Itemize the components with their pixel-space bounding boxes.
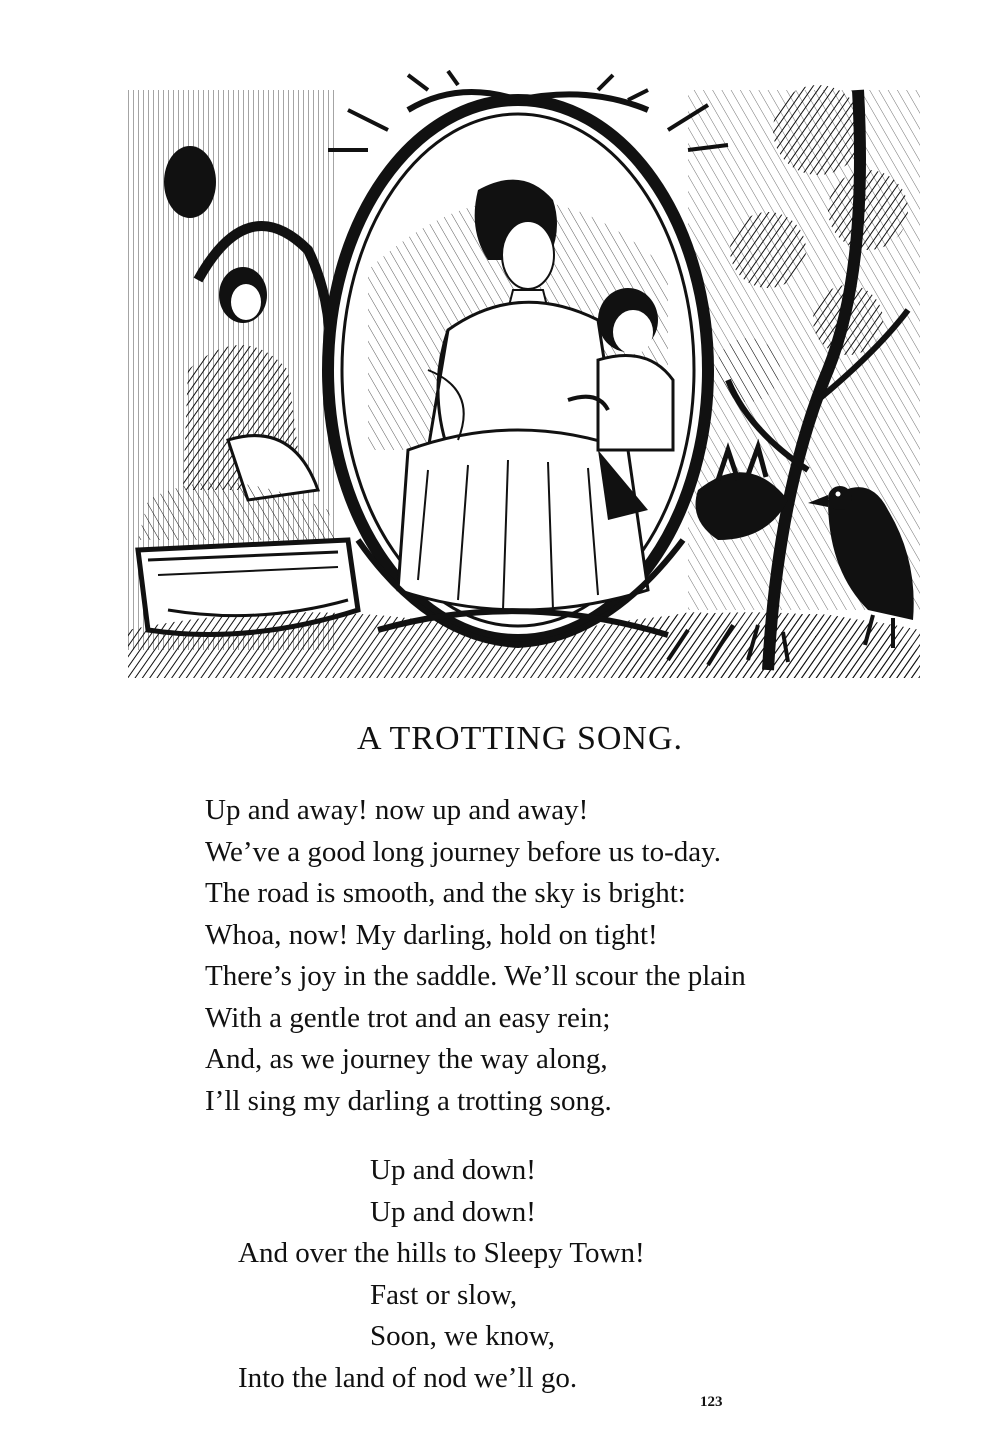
poem-line: Up and away! now up and away!	[205, 794, 589, 826]
page-number: 123	[700, 1394, 723, 1410]
chorus-line: Soon, we know,	[370, 1320, 556, 1352]
poem-chorus	[0, 1150, 1000, 1399]
poem-line: We’ve a good long journey before us to-day.	[205, 835, 722, 868]
engraving-illustration	[128, 70, 920, 678]
chorus-line: Up and down!	[370, 1195, 536, 1228]
poem-line: The road is smooth, and the sky is bright:	[205, 877, 686, 909]
mother-and-child-engraving-icon	[128, 70, 920, 678]
chorus-line: Up and down!	[370, 1154, 536, 1186]
poem-line: With a gentle trot and an easy rein;	[205, 1001, 611, 1034]
poem-line: Whoa, now! My darling, hold on tight!	[205, 918, 658, 951]
poem-stanza-one	[205, 790, 925, 1122]
poem-line: There’s joy in the saddle. We’ll scour the plain	[205, 960, 746, 992]
chorus-line: And over the hills to Sleepy Town!	[238, 1237, 645, 1269]
poem-line: I’ll sing my darling a trotting song.	[205, 1084, 612, 1117]
chorus-line: Into the land of nod we’ll go.	[238, 1361, 578, 1394]
poem-line: And, as we journey the way along,	[205, 1043, 608, 1075]
chorus-line: Fast or slow,	[370, 1278, 518, 1311]
poem-title: A TROTTING SONG.	[356, 720, 684, 757]
